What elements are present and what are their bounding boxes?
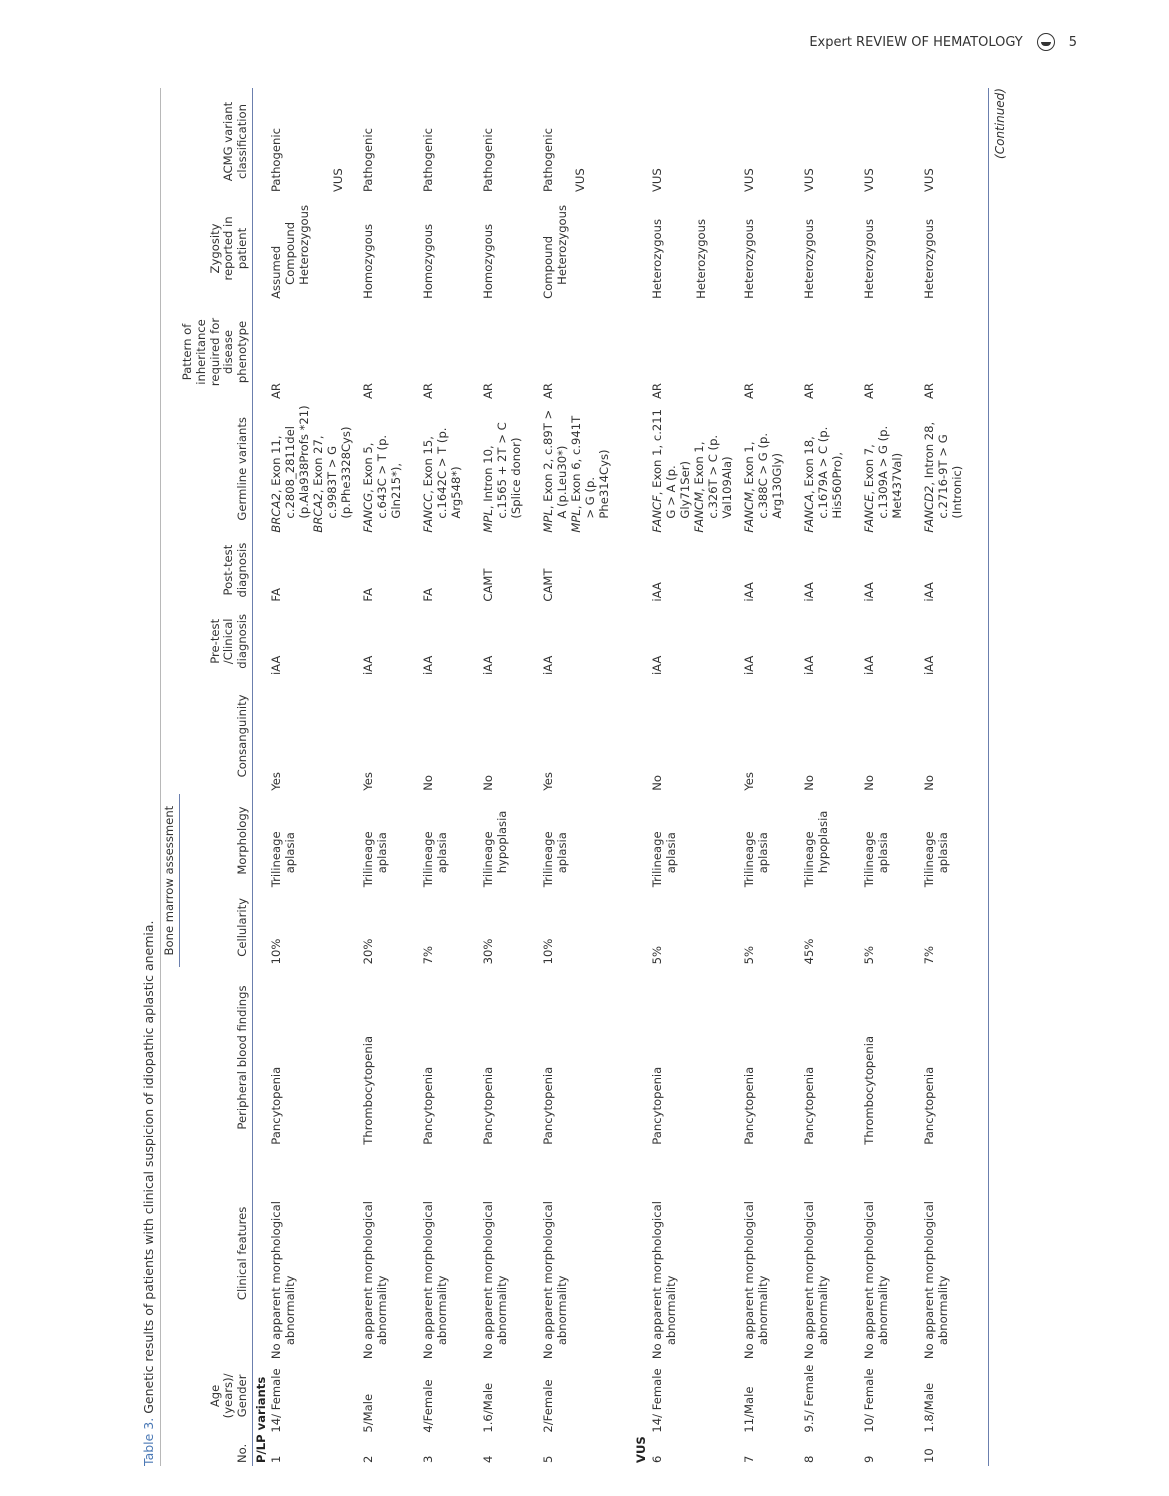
section-row bbox=[252, 88, 269, 1466]
variant-detail: , Exon 2, c.89T > A (p.Leu30*) bbox=[541, 409, 570, 519]
row-no: 2 bbox=[361, 1455, 376, 1463]
pretest-diagnosis: iAA bbox=[922, 655, 937, 676]
zygosity-value: Heterozygous bbox=[922, 218, 937, 299]
posttest-diagnosis: iAA bbox=[650, 582, 665, 602]
variant-entry bbox=[923, 405, 965, 533]
table-row bbox=[802, 88, 862, 1466]
posttest-diagnosis: iAA bbox=[802, 582, 817, 602]
clinical-features: No apparent morphological abnormality bbox=[269, 1201, 298, 1360]
variant-detail: , Exon 27, c.9983T > G (p.Phe3328Cys) bbox=[311, 426, 353, 519]
zygosity-value: Heterozygous bbox=[650, 218, 665, 299]
zygosity bbox=[802, 195, 862, 302]
acmg-classification bbox=[650, 88, 742, 195]
row-no: 1 bbox=[269, 1455, 284, 1463]
variant-detail: , Exon 1, c.388C > G (p. Arg130Gly) bbox=[742, 432, 785, 519]
posttest-diagnosis: FA bbox=[421, 588, 436, 602]
header-posttest: Post-test diagnosis bbox=[179, 536, 252, 605]
acmg-classification bbox=[862, 88, 922, 195]
age-gender: 11/Male bbox=[742, 1386, 757, 1433]
acmg-value: VUS bbox=[742, 168, 757, 193]
table-row bbox=[862, 88, 922, 1466]
posttest-diagnosis: FA bbox=[269, 588, 284, 602]
zygosity-value: Compound Heterozygous bbox=[541, 204, 570, 299]
zygosity-value: Heterozygous bbox=[802, 218, 817, 299]
cellularity: 10% bbox=[541, 938, 556, 965]
section-title: P/LP variants bbox=[253, 1376, 268, 1463]
pretest-diagnosis: iAA bbox=[650, 655, 665, 676]
consanguinity: No bbox=[802, 775, 817, 791]
zygosity bbox=[922, 195, 982, 302]
acmg-value: Pathogenic bbox=[421, 128, 436, 193]
clinical-features: No apparent morphological abnormality bbox=[922, 1201, 951, 1360]
inheritance-pattern: AR bbox=[862, 383, 877, 400]
header-zygosity: Zygosity reported in patient bbox=[179, 195, 252, 302]
age-gender: 10/ Female bbox=[862, 1368, 877, 1433]
posttest-diagnosis: CAMT bbox=[541, 568, 556, 602]
consanguinity: No bbox=[922, 775, 937, 791]
table-row bbox=[650, 88, 742, 1466]
germline-variants bbox=[361, 402, 421, 536]
header-germline: Germline variants bbox=[179, 402, 252, 536]
pretest-diagnosis: iAA bbox=[269, 655, 284, 676]
age-gender: 14/ Female bbox=[650, 1368, 665, 1433]
variant-entry bbox=[693, 405, 735, 533]
zygosity bbox=[650, 195, 742, 302]
consanguinity: Yes bbox=[361, 772, 376, 791]
posttest-diagnosis: iAA bbox=[862, 582, 877, 602]
header-pretest: Pre-test /Clinical diagnosis bbox=[179, 605, 252, 678]
variant-entry bbox=[482, 405, 524, 533]
variant-detail: , Exon 1, c.211 G > A (p. Gly71Ser) bbox=[650, 408, 693, 519]
germline-variants bbox=[862, 402, 922, 536]
variant-detail: , Exon 5, c.643C > T (p. Gln215*), bbox=[361, 434, 404, 519]
cellularity: 5% bbox=[862, 946, 877, 965]
acmg-value: VUS bbox=[802, 168, 817, 193]
table-row bbox=[361, 88, 421, 1466]
zygosity-value: Heterozygous bbox=[742, 218, 757, 299]
variant-entry bbox=[362, 405, 404, 533]
age-gender: 1.8/Male bbox=[922, 1382, 937, 1433]
bottom-rule-cell bbox=[982, 88, 989, 1466]
table-bottom-rule bbox=[982, 88, 989, 1466]
age-gender: 2/Female bbox=[541, 1379, 556, 1433]
inheritance-pattern: AR bbox=[650, 383, 665, 400]
continued-note: (Continued) bbox=[993, 88, 1008, 159]
peripheral-blood-findings: Thrombocytopenia bbox=[862, 1035, 877, 1145]
pretest-diagnosis: iAA bbox=[481, 655, 496, 676]
morphology: Trilineage aplasia bbox=[742, 831, 771, 888]
acmg-value: VUS bbox=[650, 168, 665, 193]
table-label: Table 3. bbox=[141, 1417, 156, 1466]
morphology: Trilineage aplasia bbox=[421, 831, 450, 888]
peripheral-blood-findings: Pancytopenia bbox=[922, 1066, 937, 1145]
pretest-diagnosis: iAA bbox=[541, 655, 556, 676]
acmg-classification bbox=[421, 88, 481, 195]
gene-name: FANCG bbox=[361, 492, 376, 533]
acmg-value: VUS bbox=[922, 168, 937, 193]
gene-name: FANCA bbox=[802, 493, 817, 533]
clinical-features: No apparent morphological abnormality bbox=[742, 1201, 771, 1360]
variant-entry bbox=[743, 405, 785, 533]
pretest-diagnosis: iAA bbox=[802, 655, 817, 676]
inheritance-pattern: AR bbox=[922, 383, 937, 400]
variant-detail: , Intron 10, c.1565 + 2T > C (Splice donor) bbox=[481, 422, 524, 519]
row-no: 5 bbox=[541, 1455, 556, 1463]
morphology: Trilineage aplasia bbox=[361, 831, 390, 888]
germline-variants bbox=[650, 402, 742, 536]
variant-detail: , Exon 7, c.1309A > G (p. Met437Val) bbox=[862, 425, 905, 519]
gene-name: FANCF bbox=[650, 495, 665, 533]
variant-detail: , Exon 11, c.2808_2811del (p.Ala938Profs *21) bbox=[269, 405, 312, 519]
cellularity: 7% bbox=[922, 946, 937, 965]
row-no: 4 bbox=[481, 1455, 496, 1463]
acmg-classification bbox=[361, 88, 421, 195]
pretest-diagnosis: iAA bbox=[421, 655, 436, 676]
acmg-classification bbox=[269, 88, 361, 195]
acmg-value: VUS bbox=[331, 168, 346, 193]
clinical-features: No apparent morphological abnormality bbox=[541, 1201, 570, 1360]
acmg-value: Pathogenic bbox=[269, 128, 284, 193]
age-gender: 14/ Female bbox=[269, 1368, 284, 1433]
inheritance-pattern: AR bbox=[361, 383, 376, 400]
age-gender: 1.6/Male bbox=[481, 1382, 496, 1433]
clinical-features: No apparent morphological abnormality bbox=[361, 1201, 390, 1360]
row-no: 6 bbox=[650, 1455, 665, 1463]
zygosity bbox=[481, 195, 541, 302]
variant-entry bbox=[863, 405, 905, 533]
gene-name: FANCC bbox=[421, 493, 436, 533]
page-number: 5 bbox=[1068, 34, 1077, 50]
variant-entry bbox=[422, 405, 464, 533]
peripheral-blood-findings: Pancytopenia bbox=[421, 1066, 436, 1145]
variant-detail: , Intron 28, c.2716-9T > G (Intronic) bbox=[922, 421, 965, 519]
clinical-features: No apparent morphological abnormality bbox=[421, 1201, 450, 1360]
genetic-results-table bbox=[161, 88, 989, 1466]
zygosity-value: Heterozygous bbox=[862, 218, 877, 299]
acmg-classification bbox=[541, 88, 633, 195]
table-row bbox=[922, 88, 982, 1466]
peripheral-blood-findings: Pancytopenia bbox=[541, 1066, 556, 1145]
inheritance-pattern: AR bbox=[269, 383, 284, 400]
row-no: 7 bbox=[742, 1455, 757, 1463]
clinical-features: No apparent morphological abnormality bbox=[802, 1201, 831, 1360]
row-no: 10 bbox=[922, 1448, 937, 1463]
consanguinity: No bbox=[421, 775, 436, 791]
variant-detail: , Exon 1, c.326T > C (p. Val109Ala) bbox=[692, 434, 734, 519]
zygosity bbox=[421, 195, 481, 302]
gene-name: MPL bbox=[541, 509, 556, 533]
zygosity bbox=[269, 195, 361, 302]
gene-name: FANCM bbox=[742, 491, 757, 533]
inheritance-pattern: AR bbox=[802, 383, 817, 400]
header-cellularity: Cellularity bbox=[179, 887, 252, 967]
variant-entry bbox=[270, 405, 312, 533]
variant-entry bbox=[651, 405, 693, 533]
germline-variants bbox=[742, 402, 802, 536]
table-row bbox=[269, 88, 361, 1466]
zygosity bbox=[862, 195, 922, 302]
zygosity-value: Assumed Compound Heterozygous bbox=[269, 204, 312, 299]
consanguinity: Yes bbox=[269, 772, 284, 791]
cellularity: 45% bbox=[802, 938, 817, 965]
peripheral-blood-findings: Pancytopenia bbox=[650, 1066, 665, 1145]
peripheral-blood-findings: Pancytopenia bbox=[742, 1066, 757, 1145]
clinical-features: No apparent morphological abnormality bbox=[650, 1201, 679, 1360]
acmg-value: VUS bbox=[862, 168, 877, 193]
variant-detail: , Exon 18, c.1679A > C (p. His560Pro), bbox=[802, 426, 845, 519]
table-body bbox=[252, 88, 989, 1466]
header-consanguinity: Consanguinity bbox=[179, 678, 252, 794]
header-no: No. bbox=[179, 1433, 252, 1466]
acmg-classification bbox=[481, 88, 541, 195]
zygosity-value: Homozygous bbox=[361, 223, 376, 299]
pretest-diagnosis: iAA bbox=[862, 655, 877, 676]
acmg-classification bbox=[922, 88, 982, 195]
variant-entry bbox=[570, 405, 612, 533]
germline-variants bbox=[802, 402, 862, 536]
row-no: 8 bbox=[802, 1455, 817, 1463]
cellularity: 20% bbox=[361, 938, 376, 965]
clinical-features: No apparent morphological abnormality bbox=[481, 1201, 510, 1360]
table-row bbox=[481, 88, 541, 1466]
posttest-diagnosis: CAMT bbox=[481, 568, 496, 602]
variant-detail: , Exon 6, c.941T > G (p. Phe314Cys) bbox=[569, 415, 612, 519]
morphology: Trilineage aplasia bbox=[922, 831, 951, 888]
inheritance-pattern: AR bbox=[541, 383, 556, 400]
variant-entry bbox=[312, 405, 354, 533]
posttest-diagnosis: FA bbox=[361, 588, 376, 602]
peripheral-blood-findings: Pancytopenia bbox=[269, 1066, 284, 1145]
germline-variants bbox=[269, 402, 361, 536]
morphology: Trilineage aplasia bbox=[650, 831, 679, 888]
header-bone-marrow: Bone marrow assessment bbox=[161, 794, 179, 968]
zygosity-value: Homozygous bbox=[421, 223, 436, 299]
zygosity bbox=[541, 195, 633, 302]
gene-name: FANCE bbox=[862, 494, 877, 533]
table-caption-text: Genetic results of patients with clinical suspicion of idiopathic aplastic anemia. bbox=[141, 920, 156, 1414]
acmg-value: VUS bbox=[573, 168, 588, 193]
section-row bbox=[633, 88, 650, 1466]
consanguinity: No bbox=[481, 775, 496, 791]
cellularity: 10% bbox=[269, 938, 284, 965]
consanguinity: Yes bbox=[541, 772, 556, 791]
age-gender: 4/Female bbox=[421, 1379, 436, 1433]
pretest-diagnosis: iAA bbox=[742, 655, 757, 676]
variant-entry bbox=[803, 405, 845, 533]
header-acmg: ACMG variant classification bbox=[179, 88, 252, 195]
row-no: 9 bbox=[862, 1455, 877, 1463]
zygosity bbox=[361, 195, 421, 302]
germline-variants bbox=[421, 402, 481, 536]
morphology: Trilineage hypoplasia bbox=[481, 810, 510, 888]
peripheral-blood-findings: Thrombocytopenia bbox=[361, 1035, 376, 1145]
age-gender: 5/Male bbox=[361, 1393, 376, 1433]
acmg-classification bbox=[802, 88, 862, 195]
gene-name: BRCA2 bbox=[269, 493, 284, 533]
germline-variants bbox=[481, 402, 541, 536]
morphology: Trilineage aplasia bbox=[862, 831, 891, 888]
inheritance-pattern: AR bbox=[481, 383, 496, 400]
gene-name: MPL bbox=[481, 509, 496, 533]
table-row bbox=[541, 88, 633, 1466]
journal-title: Expert REVIEW OF HEMATOLOGY bbox=[809, 34, 1023, 50]
table-row bbox=[742, 88, 802, 1466]
morphology: Trilineage aplasia bbox=[269, 831, 298, 888]
inheritance-pattern: AR bbox=[742, 383, 757, 400]
header-peripheral: Peripheral blood findings bbox=[179, 967, 252, 1147]
consanguinity: No bbox=[862, 775, 877, 791]
section-title: VUS bbox=[634, 1436, 649, 1463]
age-gender: 9.5/ Female bbox=[802, 1364, 817, 1433]
germline-variants bbox=[541, 402, 633, 536]
acmg-value: Pathogenic bbox=[361, 128, 376, 193]
zygosity bbox=[742, 195, 802, 302]
cellularity: 30% bbox=[481, 938, 496, 965]
table-caption bbox=[140, 88, 160, 1466]
gene-name: FANCM bbox=[692, 491, 707, 533]
publisher-logo-icon bbox=[1037, 33, 1055, 51]
acmg-value: Pathogenic bbox=[541, 128, 556, 193]
acmg-value: Pathogenic bbox=[481, 128, 496, 193]
variant-entry bbox=[542, 405, 570, 533]
running-head bbox=[809, 33, 1077, 51]
consanguinity: No bbox=[650, 775, 665, 791]
gene-name: FANCD2 bbox=[922, 485, 937, 533]
germline-variants bbox=[922, 402, 982, 536]
inheritance-pattern: AR bbox=[421, 383, 436, 400]
variant-detail: , Exon 15, c.1642C > T (p. Arg548*) bbox=[421, 427, 464, 519]
header-morphology: Morphology bbox=[179, 794, 252, 888]
pretest-diagnosis: iAA bbox=[361, 655, 376, 676]
cellularity: 5% bbox=[650, 946, 665, 965]
header-age: Age (years)/ Gender bbox=[179, 1359, 252, 1432]
header-inheritance: Pattern of inheritance required for disease phenotype bbox=[179, 302, 252, 402]
cellularity: 7% bbox=[421, 946, 436, 965]
zygosity-value: Heterozygous bbox=[694, 218, 709, 299]
table-row bbox=[421, 88, 481, 1466]
morphology: Trilineage hypoplasia bbox=[802, 810, 831, 888]
posttest-diagnosis: iAA bbox=[922, 582, 937, 602]
header-clinical: Clinical features bbox=[179, 1148, 252, 1359]
peripheral-blood-findings: Pancytopenia bbox=[481, 1066, 496, 1145]
rotated-table-container bbox=[140, 88, 1030, 1466]
zygosity-value: Homozygous bbox=[481, 223, 496, 299]
morphology: Trilineage aplasia bbox=[541, 831, 570, 888]
peripheral-blood-findings: Pancytopenia bbox=[802, 1066, 817, 1145]
clinical-features: No apparent morphological abnormality bbox=[862, 1201, 891, 1360]
cellularity: 5% bbox=[742, 946, 757, 965]
acmg-classification bbox=[742, 88, 802, 195]
row-no: 3 bbox=[421, 1455, 436, 1463]
consanguinity: Yes bbox=[742, 772, 757, 791]
posttest-diagnosis: iAA bbox=[742, 582, 757, 602]
gene-name: BRCA2 bbox=[311, 493, 326, 533]
gene-name: MPL bbox=[569, 509, 584, 533]
